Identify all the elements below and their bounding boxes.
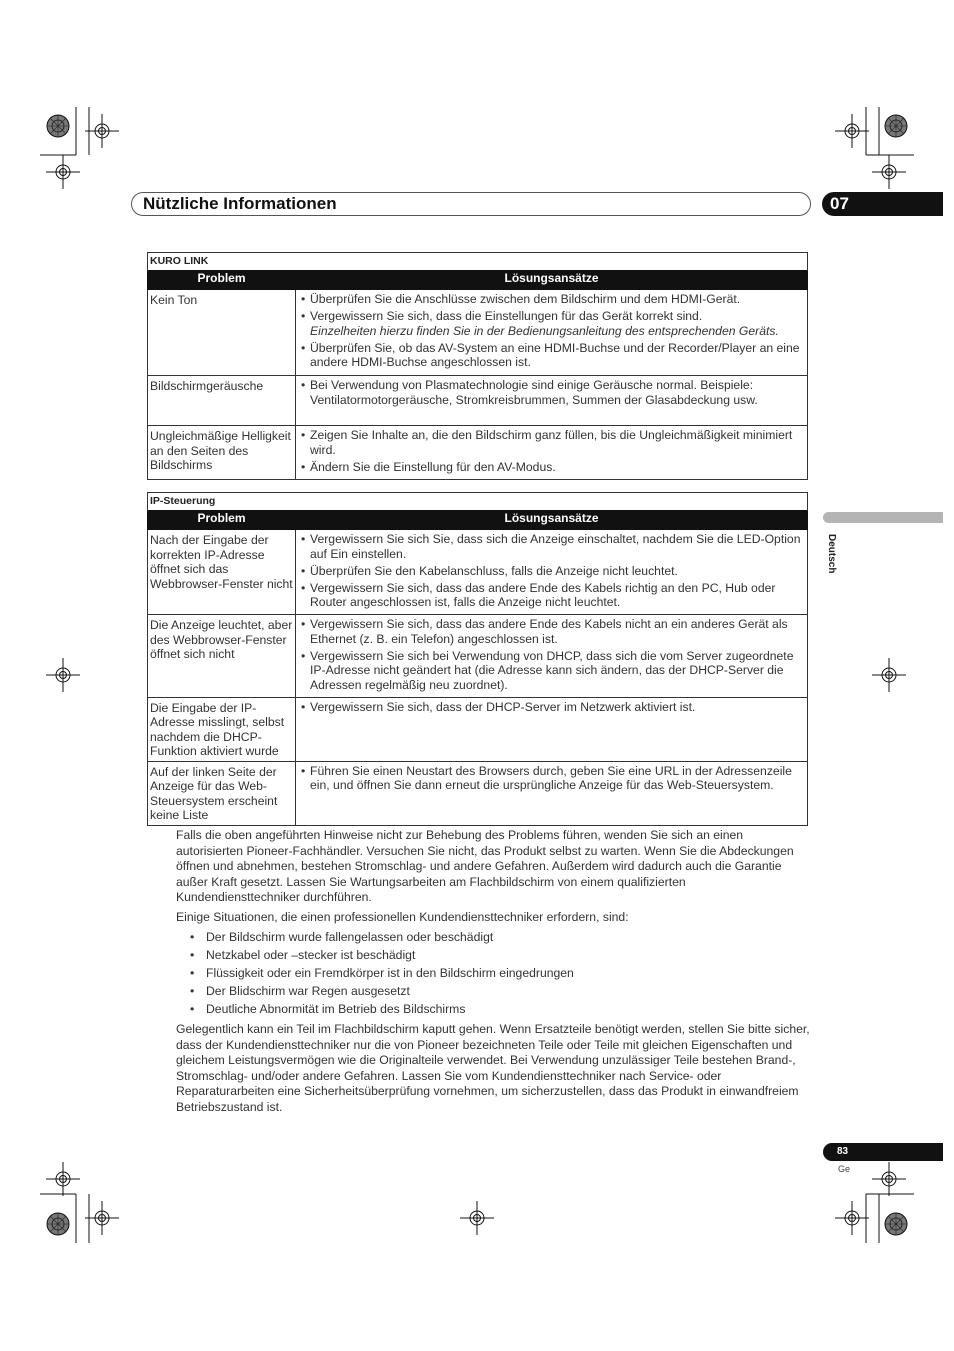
- solution-item: • Vergewissern Sie sich Sie, dass sich die Anzeige einschaltet, nachdem Sie die LED-Option auf Ein einstellen.: [298, 532, 803, 561]
- problem-cell: Bildschirmgeräusche: [148, 376, 296, 426]
- solution-item: • Vergewissern Sie sich, dass das andere Ende des Kabels nicht an ein anderes Gerät als Ethernet (z. B. ein Telefon) angeschlossen ist.: [298, 617, 803, 646]
- problem-cell: Die Eingabe der IP-Adresse misslingt, selbst nachdem die DHCP-Funktion aktiviert wurde: [148, 697, 296, 761]
- solution-cell: [296, 290, 808, 376]
- solution-item: • Überprüfen Sie die Anschlüsse zwischen dem Bildschirm und dem HDMI-Gerät.: [298, 292, 803, 307]
- table-row: [148, 376, 808, 426]
- solution-cell: [296, 761, 808, 825]
- column-header-solution: Lösungsansätze: [296, 511, 808, 530]
- table-row: [148, 530, 808, 615]
- kuro-link-table: [147, 252, 808, 480]
- list-item: • Der Bildschirm wurde fallengelassen oder beschädigt: [176, 930, 812, 946]
- solution-item: • Vergewissern Sie sich, dass das andere Ende des Kabels richtig an den PC, Hub oder Router angeschlossen ist, falls die Anzeige nicht leuchtet.: [298, 581, 803, 610]
- solution-cell: [296, 697, 808, 761]
- language-side-tab: [823, 512, 943, 523]
- ip-control-table: [147, 492, 808, 826]
- paragraph: Einige Situationen, die einen professionellen Kundendiensttechniker erfordern, sind:: [176, 909, 629, 924]
- solution-item: • Führen Sie einen Neustart des Browsers durch, geben Sie eine URL in der Adressenzeile ein, und öffnen Sie dann erneut die ursprüngliche Anzeige für das Web-Steuersystem.: [298, 764, 803, 793]
- table-caption: KURO LINK: [148, 253, 808, 271]
- table-row: [148, 697, 808, 761]
- solution-item: • Vergewissern Sie sich, dass die Einstellungen für das Gerät korrekt sind. Einzelheiten hierzu finden Sie in der Bedienungsanleitung des entsprechenden Geräts.: [298, 309, 803, 338]
- chapter-header-bar: [131, 192, 811, 216]
- problem-cell: Kein Ton: [148, 290, 296, 376]
- chapter-number: 07: [822, 192, 943, 216]
- solution-item: • Überprüfen Sie, ob das AV-System an eine HDMI-Buchse und der Recorder/Player an eine andere HDMI-Buchse angeschlossen ist.: [298, 341, 803, 370]
- solution-item: • Bei Verwendung von Plasmatechnologie sind einige Geräusche normal. Beispiele: Ventilatormotorgeräusche, Stromkreisbrummen, Summen der Glasabdeckung usw.: [298, 378, 803, 407]
- table-row: [148, 290, 808, 376]
- paragraph: Falls die oben angeführten Hinweise nicht zur Behebung des Problems führen, wenden Sie sich an einen autorisierten Pioneer-Fachhändler. Versuchen Sie nicht, das Produkt selbst zu warten. Wenn Sie die Abdeckungen öffnen und abnehmen, bestehen Stromschlag- und andere Gefahren. Außerdem wird dadurch auch die Garantie außer Kraft gesetzt. Lassen Sie Wartungsarbeiten am Flachbildschirm von einem qualifizierten Kundendiensttechniker durchführen.: [176, 828, 794, 905]
- list-item: • Der Blidschirm war Regen ausgesetzt: [176, 984, 812, 1000]
- table-row: [148, 615, 808, 698]
- chapter-title: Nützliche Informationen: [143, 194, 337, 213]
- column-header-solution: Lösungsansätze: [296, 271, 808, 290]
- solution-item: • Vergewissern Sie sich bei Verwendung von DHCP, dass sich die vom Server zugeordnete IP-Adresse nicht geändert hat (die Adresse kann sich ändern, das der DHCP-Server die Adressen regelmäßig neu zuordnet).: [298, 649, 803, 693]
- solution-item: • Vergewissern Sie sich, dass der DHCP-Server im Netzwerk aktiviert ist.: [298, 700, 803, 715]
- solution-cell: [296, 426, 808, 480]
- page-number: 83: [823, 1143, 943, 1161]
- list-item: • Deutliche Abnormität im Betrieb des Bildschirms: [176, 1002, 812, 1018]
- page-language-code: Ge: [838, 1164, 851, 1174]
- table-caption: IP-Steuerung: [148, 493, 808, 511]
- list-item: • Flüssigkeit oder ein Fremdkörper ist in den Bildschirm eingedrungen: [176, 966, 812, 982]
- problem-cell: Auf der linken Seite der Anzeige für das Web-Steuersystem erscheint keine Liste: [148, 761, 296, 825]
- list-item: • Netzkabel oder –stecker ist beschädigt: [176, 948, 812, 964]
- column-header-problem: Problem: [148, 271, 296, 290]
- solution-cell: [296, 530, 808, 615]
- solution-item: • Überprüfen Sie den Kabelanschluss, falls die Anzeige nicht leuchtet.: [298, 564, 803, 579]
- problem-cell: Nach der Eingabe der korrekten IP-Adresse öffnet sich das Webbrowser-Fenster nicht: [148, 530, 296, 615]
- solution-note: Einzelheiten hierzu finden Sie in der Bedienungsanleitung des entsprechenden Geräts.: [310, 323, 779, 338]
- solution-cell: [296, 615, 808, 698]
- paragraph: Gelegentlich kann ein Teil im Flachbildschirm kaputt gehen. Wenn Ersatzteile benötigt werden, stellen Sie bitte sicher, dass der Kundendiensttechniker nur die von Pioneer bezeichneten Teile oder Teile mit gleichen Eigenschaften und gleichem Leistungsvermögen wie die Originalteile verwendet. Bei Verwendung unzulässiger Teile bestehen Brand-, Stromschlag- und/oder andere Gefahren. Lassen Sie vom Kundendiensttechniker nach Service- oder Reparaturarbeiten eine Sicherheitsüberprüfung vornehmen, um sicherzustellen, dass das Produkt in einwandfreiem Betriebszustand ist.: [176, 1021, 810, 1114]
- service-situations-list: [176, 930, 812, 1018]
- service-information: [176, 828, 812, 1119]
- problem-cell: Die Anzeige leuchtet, aber des Webbrowser-Fenster öffnet sich nicht: [148, 615, 296, 698]
- solution-item: • Ändern Sie die Einstellung für den AV-Modus.: [298, 460, 803, 475]
- language-label: Deutsch: [826, 534, 837, 574]
- solution-item: • Zeigen Sie Inhalte an, die den Bildschirm ganz füllen, bis die Ungleichmäßigkeit minimiert wird.: [298, 428, 803, 457]
- table-row: [148, 426, 808, 480]
- column-header-problem: Problem: [148, 511, 296, 530]
- problem-cell: Ungleichmäßige Helligkeit an den Seiten des Bildschirms: [148, 426, 296, 480]
- solution-cell: [296, 376, 808, 426]
- table-row: [148, 761, 808, 825]
